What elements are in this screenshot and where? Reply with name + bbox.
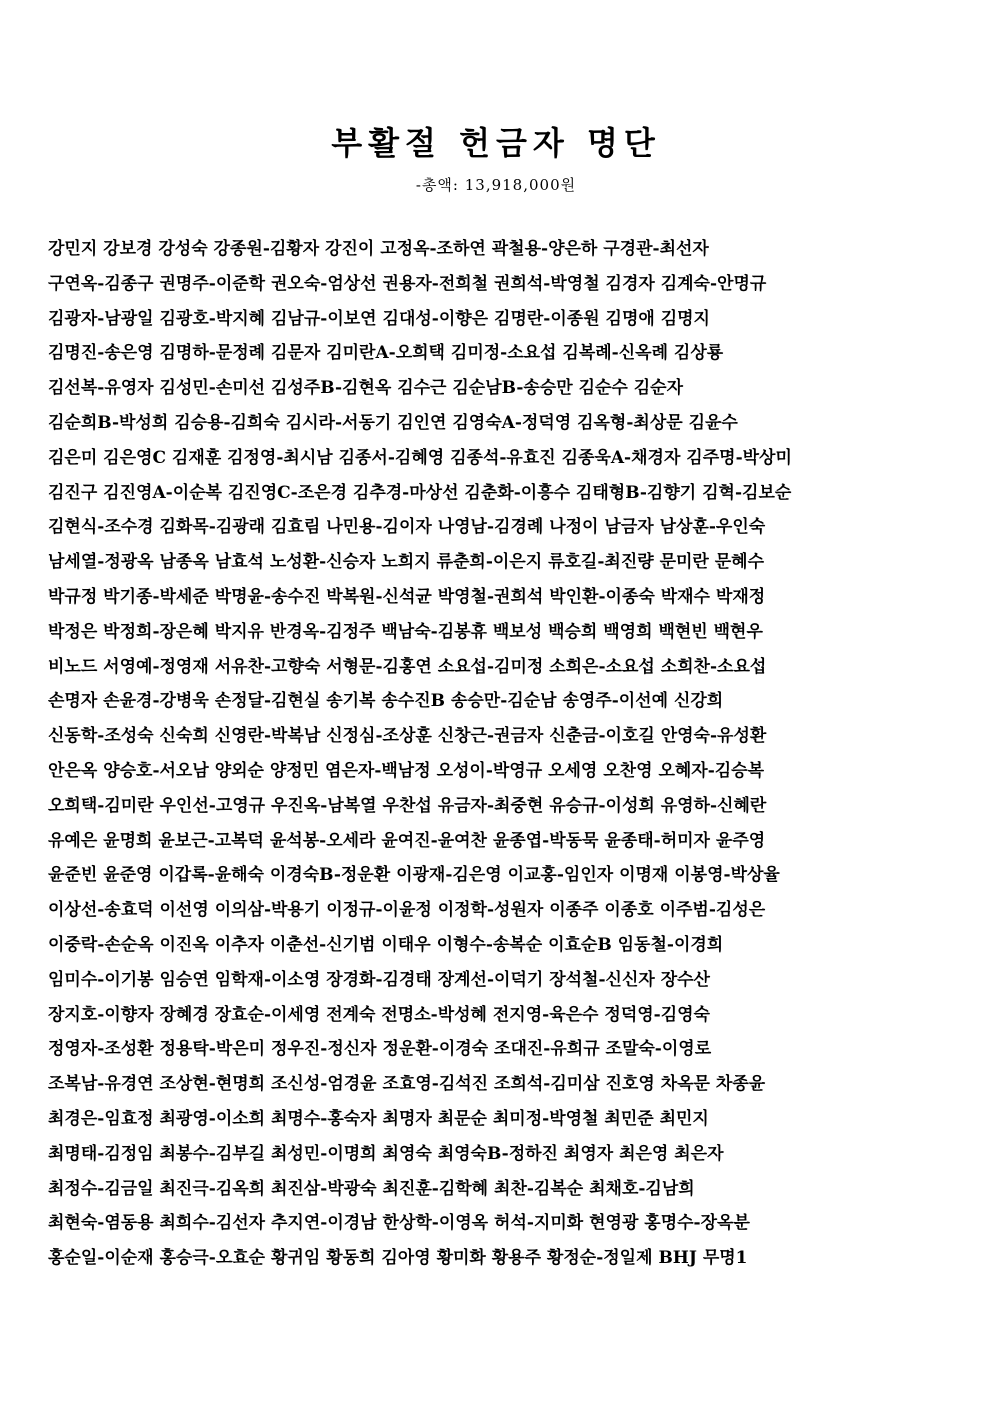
- donor-line: 남세열-정광옥 남종옥 남효석 노성환-신승자 노희지 류춘희-이은지 류호길-최진량 문미란 문혜수: [48, 552, 765, 573]
- donor-line: 박정은 박정희-장은혜 박지유 반경옥-김정주 백남숙-김봉휴 백보성 백승희 백영희 백현빈 백현우: [48, 621, 763, 642]
- donor-line: 장지호-이향자 장혜경 장효순-이세영 전계숙 전명소-박성혜 전지영-육은수 정덕영-김영숙: [48, 1004, 710, 1025]
- donor-line: 윤준빈 윤준영 이갑록-윤해숙 이경숙B-정운환 이광재-김은영 이교홍-임인자 이명재 이봉영-박상율: [48, 865, 780, 886]
- donor-line: 최경은-임효정 최광영-이소희 최명수-홍숙자 최명자 최문순 최미정-박영철 최민준 최민지: [48, 1108, 709, 1129]
- donor-line: 김은미 김은영C 김재훈 김정영-최시남 김종서-김혜영 김종석-유효진 김종욱A-채경자 김주명-박상미: [48, 447, 792, 468]
- donor-line: 김순희B-박성희 김승용-김희숙 김시라-서동기 김인연 김영숙A-정덕영 김옥형-최상문 김윤수: [48, 412, 738, 433]
- donor-list: [48, 232, 948, 1276]
- donor-line: 최현숙-염동용 최희수-김선자 추지연-이경남 한상학-이영옥 허석-지미화 현영광 홍명수-장옥분: [48, 1213, 750, 1234]
- donor-line: 박규정 박기종-박세준 박명윤-송수진 박복원-신석균 박영철-권희석 박인환-이종숙 박재수 박재정: [48, 586, 766, 607]
- donor-line: 임미수-이기봉 임승연 임학재-이소영 장경화-김경태 장계선-이덕기 장석철-신신자 장수산: [48, 969, 710, 990]
- donor-line: 홍순일-이순재 홍승극-오효순 황귀임 황동희 김아영 황미화 황용주 황정순-정일제 BHJ 무명1: [48, 1248, 748, 1269]
- donor-line: 김현식-조수경 김화목-김광래 김효림 나민용-김이자 나영남-김경례 나정이 남금자 남상훈-우인숙: [48, 517, 766, 538]
- donor-line: 조복남-유경연 조상현-현명희 조신성-엄경윤 조효영-김석진 조희석-김미삼 진호영 차옥문 차종윤: [48, 1074, 766, 1095]
- document-title: 부활절 헌금자 명단: [331, 124, 661, 162]
- donor-line: 이중락-손순옥 이진옥 이추자 이춘선-신기범 이태우 이형수-송복순 이효순B 임동철-이경희: [48, 934, 724, 955]
- donor-line: 김광자-남광일 김광호-박지혜 김남규-이보연 김대성-이향은 김명란-이종원 김명애 김명지: [48, 308, 710, 329]
- donor-line: 최명태-김정임 최봉수-김부길 최성민-이명희 최영숙 최영숙B-정하진 최영자 최은영 최은자: [48, 1143, 724, 1164]
- donor-line: 정영자-조성환 정용탁-박은미 정우진-정신자 정운환-이경숙 조대진-유희규 조말숙-이영로: [48, 1039, 712, 1060]
- donor-line: 오희택-김미란 우인선-고영규 우진옥-남복열 우찬섭 유금자-최중현 유승규-이성희 유영하-신혜란: [48, 795, 767, 816]
- donor-line: 유예은 윤명희 윤보근-고복덕 윤석봉-오세라 윤여진-윤여찬 윤종엽-박동묵 윤종태-허미자 윤주영: [48, 830, 766, 851]
- donor-line: 김명진-송은영 김명하-문정례 김문자 김미란A-오희택 김미정-소요섭 김복례-신옥례 김상룡: [48, 343, 724, 364]
- donor-line: 안은옥 양승호-서오남 양외순 양정민 염은자-백남정 오성이-박영규 오세영 오찬영 오혜자-김승복: [48, 760, 765, 781]
- donor-line: 최정수-김금일 최진극-김옥희 최진삼-박광숙 최진훈-김학혜 최찬-김복순 최채호-김남희: [48, 1178, 695, 1199]
- donor-line: 김진구 김진영A-이순복 김진영C-조은경 김추경-마상선 김춘화-이흥수 김태형B-김향기 김혁-김보순: [48, 482, 792, 503]
- total-amount: -총액: 13,918,000원: [415, 176, 577, 194]
- donor-line: 김선복-유영자 김성민-손미선 김성주B-김현옥 김수근 김순남B-송승만 김순수 김순자: [48, 378, 684, 399]
- donor-line: 강민지 강보경 강성숙 강종원-김황자 강진이 고정옥-조하연 곽철용-양은하 구경관-최선자: [48, 239, 709, 259]
- donor-line: 이상선-송효덕 이선영 이의삼-박용기 이정규-이윤정 이정학-성원자 이종주 이종호 이주범-김성은: [48, 900, 766, 921]
- donor-line: 비노드 서영예-정영재 서유찬-고향숙 서형문-김홍연 소요섭-김미정 소희은-소요섭 소희찬-소요섭: [48, 656, 767, 677]
- donor-line: 구연옥-김종구 권명주-이준학 권오숙-엄상선 권용자-전희철 권희석-박영철 김경자 김계숙-안명규: [48, 273, 767, 294]
- donor-line: 신동학-조성숙 신숙희 신영란-박복남 신정심-조상훈 신창근-권금자 신춘금-이호길 안영숙-유성환: [48, 726, 767, 747]
- donor-line: 손명자 손윤경-강병욱 손정달-김현실 송기복 송수진B 송승만-김순남 송영주-이선예 신강희: [48, 691, 724, 712]
